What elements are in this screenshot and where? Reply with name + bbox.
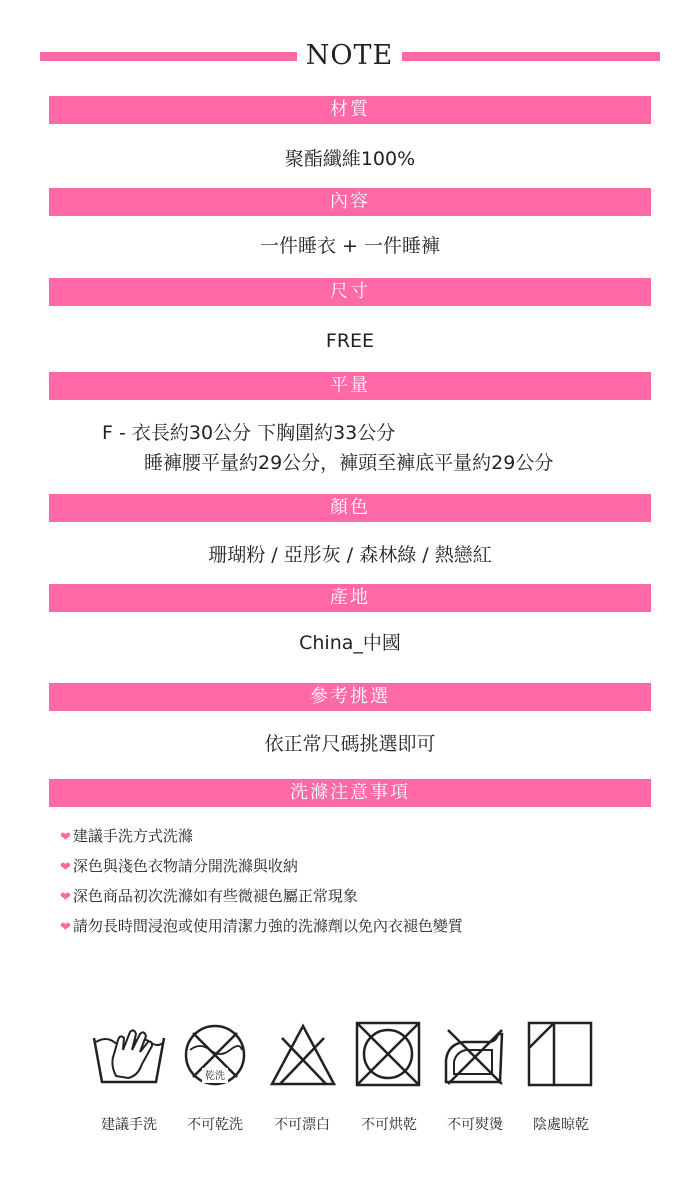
selection-header: 參考挑選 — [49, 683, 651, 711]
origin-value: China_中國 — [299, 632, 401, 654]
dry-clean-text: 乾洗 — [205, 1071, 225, 1082]
no-dry-clean-icon — [180, 1020, 250, 1094]
measurement-header: 平量 — [49, 372, 651, 400]
heart-icon: ❤ — [60, 920, 71, 935]
selection-value: 依正常尺碼挑選即可 — [264, 733, 436, 755]
list-item: ❤ 深色與淺色衣物請分開洗滌與收納 — [60, 857, 298, 875]
care-header: 洗滌注意事項 — [49, 779, 651, 807]
list-item: ❤ 深色商品初次洗滌如有些微褪色屬正常現象 — [60, 887, 358, 905]
color-value: 珊瑚粉 / 亞彤灰 / 森林綠 / 熱戀紅 — [208, 544, 492, 566]
heart-icon: ❤ — [60, 830, 71, 845]
heart-icon: ❤ — [60, 890, 71, 905]
no-dry-clean-label: 不可乾洗 — [187, 1117, 243, 1133]
hand-wash-icon — [90, 1020, 170, 1094]
note-header — [40, 40, 660, 72]
no-iron-icon — [440, 1020, 510, 1094]
care-list — [60, 822, 463, 942]
origin-header: 產地 — [49, 584, 651, 612]
content-value: 一件睡衣 + 一件睡褲 — [260, 235, 440, 257]
color-header: 顏色 — [49, 494, 651, 522]
material-header: 材質 — [49, 96, 651, 124]
no-bleach-icon — [268, 1020, 338, 1094]
hand-wash-label: 建議手洗 — [101, 1117, 157, 1133]
no-tumble-dry-icon — [354, 1020, 424, 1094]
material-value: 聚酯纖維100% — [284, 148, 416, 170]
measurement-line-top: F - 衣長約30公分 下胸圍約33公分 — [102, 422, 396, 444]
no-iron-label: 不可熨燙 — [447, 1117, 503, 1133]
heart-icon: ❤ — [60, 860, 71, 875]
list-item: ❤ 建議手洗方式洗滌 — [60, 827, 193, 845]
note-header-right-line — [402, 52, 660, 61]
no-tumble-dry-label: 不可烘乾 — [361, 1117, 417, 1133]
note-title: NOTE — [305, 40, 394, 71]
measurement-line-pants: 睡褲腰平量約29公分，褲頭至褲底平量約29公分 — [144, 452, 554, 474]
size-header: 尺寸 — [49, 278, 651, 306]
shade-dry-label: 陰處晾乾 — [533, 1117, 589, 1133]
shade-dry-icon — [526, 1020, 596, 1094]
content-header: 內容 — [49, 188, 651, 216]
size-value: FREE — [325, 330, 375, 352]
note-header-left-line — [40, 52, 297, 61]
no-bleach-label: 不可漂白 — [274, 1117, 330, 1133]
list-item: ❤ 請勿長時間浸泡或使用清潔力強的洗滌劑以免內衣褪色變質 — [60, 917, 463, 935]
